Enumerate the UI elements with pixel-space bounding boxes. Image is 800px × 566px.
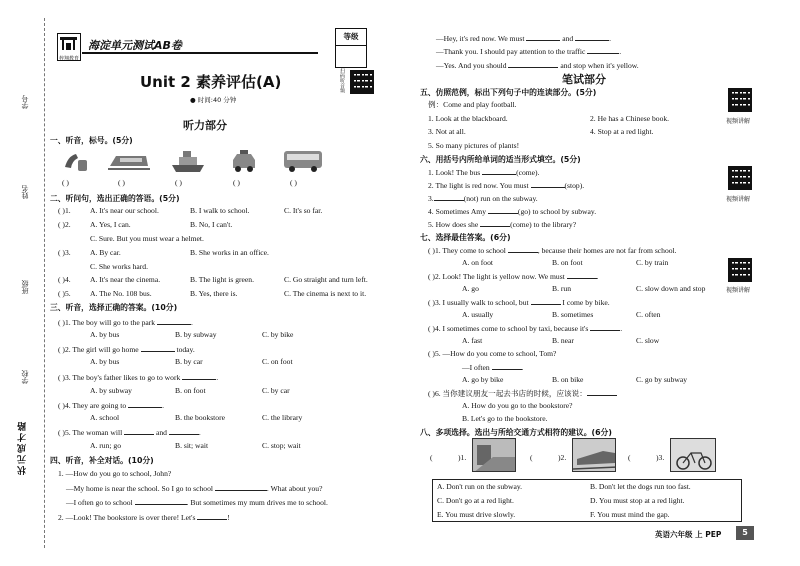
s6-item-1[interactable]: 1. Look! The bus (come). bbox=[428, 168, 540, 177]
footer-text: 英语六年级 上 PEP bbox=[655, 530, 722, 539]
s2-q3-a: A. By car. bbox=[90, 248, 121, 257]
s8-opt-e: E. You must drive slowly. bbox=[437, 510, 516, 519]
s6-item-3[interactable]: 3. (not) run on the subway. bbox=[428, 194, 538, 203]
s3-q5-b: B. sit; wait bbox=[175, 441, 209, 450]
s2-q5-b: B. Yes, there is. bbox=[190, 289, 238, 298]
s8-opt-a: A. Don't run on the subway. bbox=[437, 482, 523, 491]
bicycle-icon bbox=[670, 438, 716, 472]
s5-example: 例：Come and play football. bbox=[428, 100, 517, 109]
s8-paren-2[interactable]: ( bbox=[530, 453, 533, 462]
s4-line2[interactable]: —My home is near the school. So I go to school . What about you? bbox=[66, 484, 323, 493]
s3-q4-c: C. the library bbox=[262, 413, 303, 422]
s8-num-1: )1. bbox=[458, 453, 467, 462]
s1-title: 一、听音，标号。(5分) bbox=[50, 136, 133, 145]
s2-q4-c: C. Go straight and turn left. bbox=[284, 275, 368, 284]
listening-heading: 听力部分 bbox=[183, 119, 227, 132]
brand-logo bbox=[57, 33, 81, 61]
s3-q5[interactable]: ( )5. The woman will and . bbox=[58, 428, 201, 437]
s8-num-2: )2. bbox=[558, 453, 567, 462]
s8-opt-f: F. You must mind the gap. bbox=[590, 510, 670, 519]
scan-label: 扫码听音频 bbox=[339, 68, 345, 93]
r-top-line3[interactable]: —Yes. And you should and stop when it's yellow. bbox=[436, 61, 639, 70]
s8-opt-c: C. Don't go at a red light. bbox=[437, 496, 514, 505]
s2-q3[interactable]: ( )3. bbox=[58, 248, 71, 257]
s2-q1[interactable]: ( )1. bbox=[58, 206, 71, 215]
brand-name: 梓翔教育 bbox=[58, 56, 79, 62]
s7-q2-b: B. run bbox=[552, 284, 571, 293]
s4-line1: 1. —How do you go to school, John? bbox=[58, 469, 172, 478]
binding-line bbox=[44, 18, 45, 548]
bus-icon bbox=[282, 148, 326, 174]
s1-paren-3[interactable]: ( ) bbox=[175, 178, 182, 187]
s3-q2[interactable]: ( )2. The girl will go home today. bbox=[58, 345, 195, 354]
s7-q5-line2: —I often . bbox=[462, 363, 524, 372]
s5-item-3[interactable]: 3. Not at all. bbox=[428, 127, 466, 136]
s3-q3-c: C. by car bbox=[262, 386, 290, 395]
s2-q4[interactable]: ( )4. bbox=[58, 275, 71, 284]
s2-q3-c: C. She works hard. bbox=[90, 262, 149, 271]
s5-item-4[interactable]: 4. Stop at a red light. bbox=[590, 127, 654, 136]
s1-paren-4[interactable]: ( ) bbox=[233, 178, 240, 187]
page-title: Unit 2 素养评估(A) bbox=[140, 73, 282, 91]
s2-title: 二、听问句，选出正确的答语。(5分) bbox=[50, 194, 180, 203]
s7-q5-a: A. go by bike bbox=[462, 375, 504, 384]
s2-q1-c: C. It's so far. bbox=[284, 206, 323, 215]
taxi-icon bbox=[230, 148, 258, 174]
subway-platform-icon bbox=[472, 438, 516, 472]
s1-paren-5[interactable]: ( ) bbox=[290, 178, 297, 187]
qr-video-1[interactable] bbox=[728, 88, 752, 112]
side-slogan: 状元成才路 bbox=[18, 420, 28, 475]
s7-q3-b: B. sometimes bbox=[552, 310, 594, 319]
qr-video-label-1: 视频讲解 bbox=[726, 118, 751, 125]
s3-q4[interactable]: ( )4. They are going to . bbox=[58, 401, 164, 410]
s2-q4-a: A. It's near the cinema. bbox=[90, 275, 161, 284]
s3-q3-b: B. on foot bbox=[175, 386, 206, 395]
telephone-icon bbox=[62, 150, 90, 174]
s2-q1-b: B. I walk to school. bbox=[190, 206, 250, 215]
s4-title: 四、听音，补全对话。(10分) bbox=[50, 456, 154, 465]
grade-box: 等级 bbox=[335, 28, 367, 46]
s2-q2-b: B. No, I can't. bbox=[190, 220, 233, 229]
s7-q2-a: A. go bbox=[462, 284, 479, 293]
s3-q1-a: A. by bus bbox=[90, 330, 120, 339]
s8-opt-d: D. You must stop at a red light. bbox=[590, 496, 685, 505]
s3-q1[interactable]: ( )1. The boy will go to the park . bbox=[58, 318, 193, 327]
s3-q1-b: B. by subway bbox=[175, 330, 217, 339]
s2-q5[interactable]: ( )5. bbox=[58, 289, 71, 298]
s3-q2-a: A. by bus bbox=[90, 357, 120, 366]
s3-q1-c: C. by bike bbox=[262, 330, 294, 339]
s7-q5-b: B. on bike bbox=[552, 375, 584, 384]
qr-video-2[interactable] bbox=[728, 166, 752, 190]
s7-q2[interactable]: ( )2. Look! The light is yellow now. We must . bbox=[428, 272, 599, 281]
s1-paren-1[interactable]: ( ) bbox=[62, 178, 69, 187]
grade-box-blank bbox=[335, 46, 367, 68]
s7-q3-a: A. usually bbox=[462, 310, 494, 319]
header-rule bbox=[82, 52, 318, 54]
qr-video-label-2: 视频讲解 bbox=[726, 196, 751, 203]
train-icon bbox=[108, 150, 150, 172]
s7-q1-b: B. on foot bbox=[552, 258, 583, 267]
s6-item-4[interactable]: 4. Sometimes Amy (go) to school by subway. bbox=[428, 207, 597, 216]
s2-q4-b: B. The light is green. bbox=[190, 275, 254, 284]
series-title: 海淀单元测试AB卷 bbox=[88, 39, 182, 52]
qr-video-3[interactable] bbox=[728, 258, 752, 282]
s8-paren-3[interactable]: ( bbox=[628, 453, 631, 462]
side-label-id: 学号 bbox=[21, 95, 29, 109]
qr-audio[interactable] bbox=[350, 70, 374, 94]
ship-icon bbox=[170, 147, 206, 175]
s7-q4[interactable]: ( )4. I sometimes come to school by taxi, because it's . bbox=[428, 324, 623, 333]
side-label-class: 班级 bbox=[21, 280, 29, 294]
s3-q2-b: B. by car bbox=[175, 357, 203, 366]
qr-video-label-3: 视频讲解 bbox=[726, 287, 751, 294]
s6-item-2[interactable]: 2. The light is red now. You must (stop). bbox=[428, 181, 585, 190]
s1-paren-2[interactable]: ( ) bbox=[118, 178, 125, 187]
s8-opt-b: B. Don't let the dogs run too fast. bbox=[590, 482, 691, 491]
r-top-line1[interactable]: —Hey, it's red now. We must and . bbox=[436, 34, 612, 43]
s4-line4[interactable]: 2. —Look! The bookstore is over there! Let's ! bbox=[58, 513, 230, 522]
s3-q4-a: A. school bbox=[90, 413, 120, 422]
s2-q3-b: B. She works in an office. bbox=[190, 248, 269, 257]
gate-icon bbox=[58, 34, 79, 50]
s3-q4-b: B. the bookstore bbox=[175, 413, 225, 422]
s2-q5-a: A. The No. 108 bus. bbox=[90, 289, 152, 298]
s8-paren-1[interactable]: ( bbox=[430, 453, 433, 462]
s2-q1-a: A. It's near our school. bbox=[90, 206, 159, 215]
s5-item-1[interactable]: 1. Look at the blackboard. bbox=[428, 114, 508, 123]
s8-num-3: )3. bbox=[656, 453, 665, 462]
s2-q5-c: C. The cinema is next to it. bbox=[284, 289, 367, 298]
s6-title: 六、用括号内所给单词的适当形式填空。(5分) bbox=[420, 155, 581, 164]
train-photo-icon bbox=[572, 438, 616, 472]
s7-q1-c: C. by train bbox=[636, 258, 669, 267]
s7-q3-c: C. often bbox=[636, 310, 661, 319]
s7-q5[interactable]: ( )5. —How do you come to school, Tom? bbox=[428, 349, 557, 358]
side-label-school: 学校 bbox=[21, 370, 29, 384]
s2-q2-a: A. Yes, I can. bbox=[90, 220, 131, 229]
s7-q6[interactable]: ( )6. 当你建议朋友一起去书店的时候，应该说： bbox=[428, 388, 617, 399]
s7-q4-b: B. near bbox=[552, 336, 574, 345]
s7-q6-b: B. Let's go to the bookstore. bbox=[462, 414, 548, 423]
s7-q3[interactable]: ( )3. I usually walk to school, but I come by bike. bbox=[428, 298, 610, 307]
writing-heading: 笔试部分 bbox=[562, 73, 606, 86]
s5-item-5[interactable]: 5. So many pictures of plants! bbox=[428, 141, 520, 150]
s3-q3[interactable]: ( )3. The boy's father likes to go to work . bbox=[58, 373, 219, 382]
s7-q5-c: C. go by subway bbox=[636, 375, 688, 384]
s7-title: 七、选择最佳答案。(6分) bbox=[420, 233, 511, 242]
side-label-name: 姓名 bbox=[21, 185, 29, 199]
s8-title: 八、多项选择。选出与所给交通方式相符的建议。(6分) bbox=[420, 428, 612, 437]
r-top-line2[interactable]: —Thank you. I should pay attention to the traffic . bbox=[436, 47, 622, 56]
time-limit: ● 时间:40 分钟 bbox=[190, 96, 237, 104]
page-number: 5 bbox=[736, 526, 754, 540]
s7-q1[interactable]: ( )1. They come to school , because their homes are not far from school. bbox=[428, 246, 677, 255]
s7-q6-a: A. How do you go to the bookstore? bbox=[462, 401, 573, 410]
s2-q2[interactable]: ( )2. bbox=[58, 220, 71, 229]
s3-q5-c: C. stop; wait bbox=[262, 441, 301, 450]
s3-q3-a: A. by subway bbox=[90, 386, 132, 395]
s4-line3[interactable]: —I often go to school . But sometimes my mum drives me to school. bbox=[66, 498, 328, 507]
s3-q5-a: A. run; go bbox=[90, 441, 122, 450]
s3-q2-c: C. on foot bbox=[262, 357, 293, 366]
s5-title: 五、仿照范例，标出下列句子中的连读部分。(5分) bbox=[420, 88, 597, 97]
s7-q4-c: C. slow bbox=[636, 336, 660, 345]
s7-q4-a: A. fast bbox=[462, 336, 483, 345]
s7-q1-a: A. on foot bbox=[462, 258, 494, 267]
s6-item-5[interactable]: 5. How does she (come) to the library? bbox=[428, 220, 577, 229]
s2-q2-c: C. Sure. But you must wear a helmet. bbox=[90, 234, 204, 243]
s5-item-2[interactable]: 2. He has a Chinese book. bbox=[590, 114, 670, 123]
s7-q2-c: C. slow down and stop bbox=[636, 284, 706, 293]
s3-title: 三、听音，选择正确的答案。(10分) bbox=[50, 303, 178, 312]
